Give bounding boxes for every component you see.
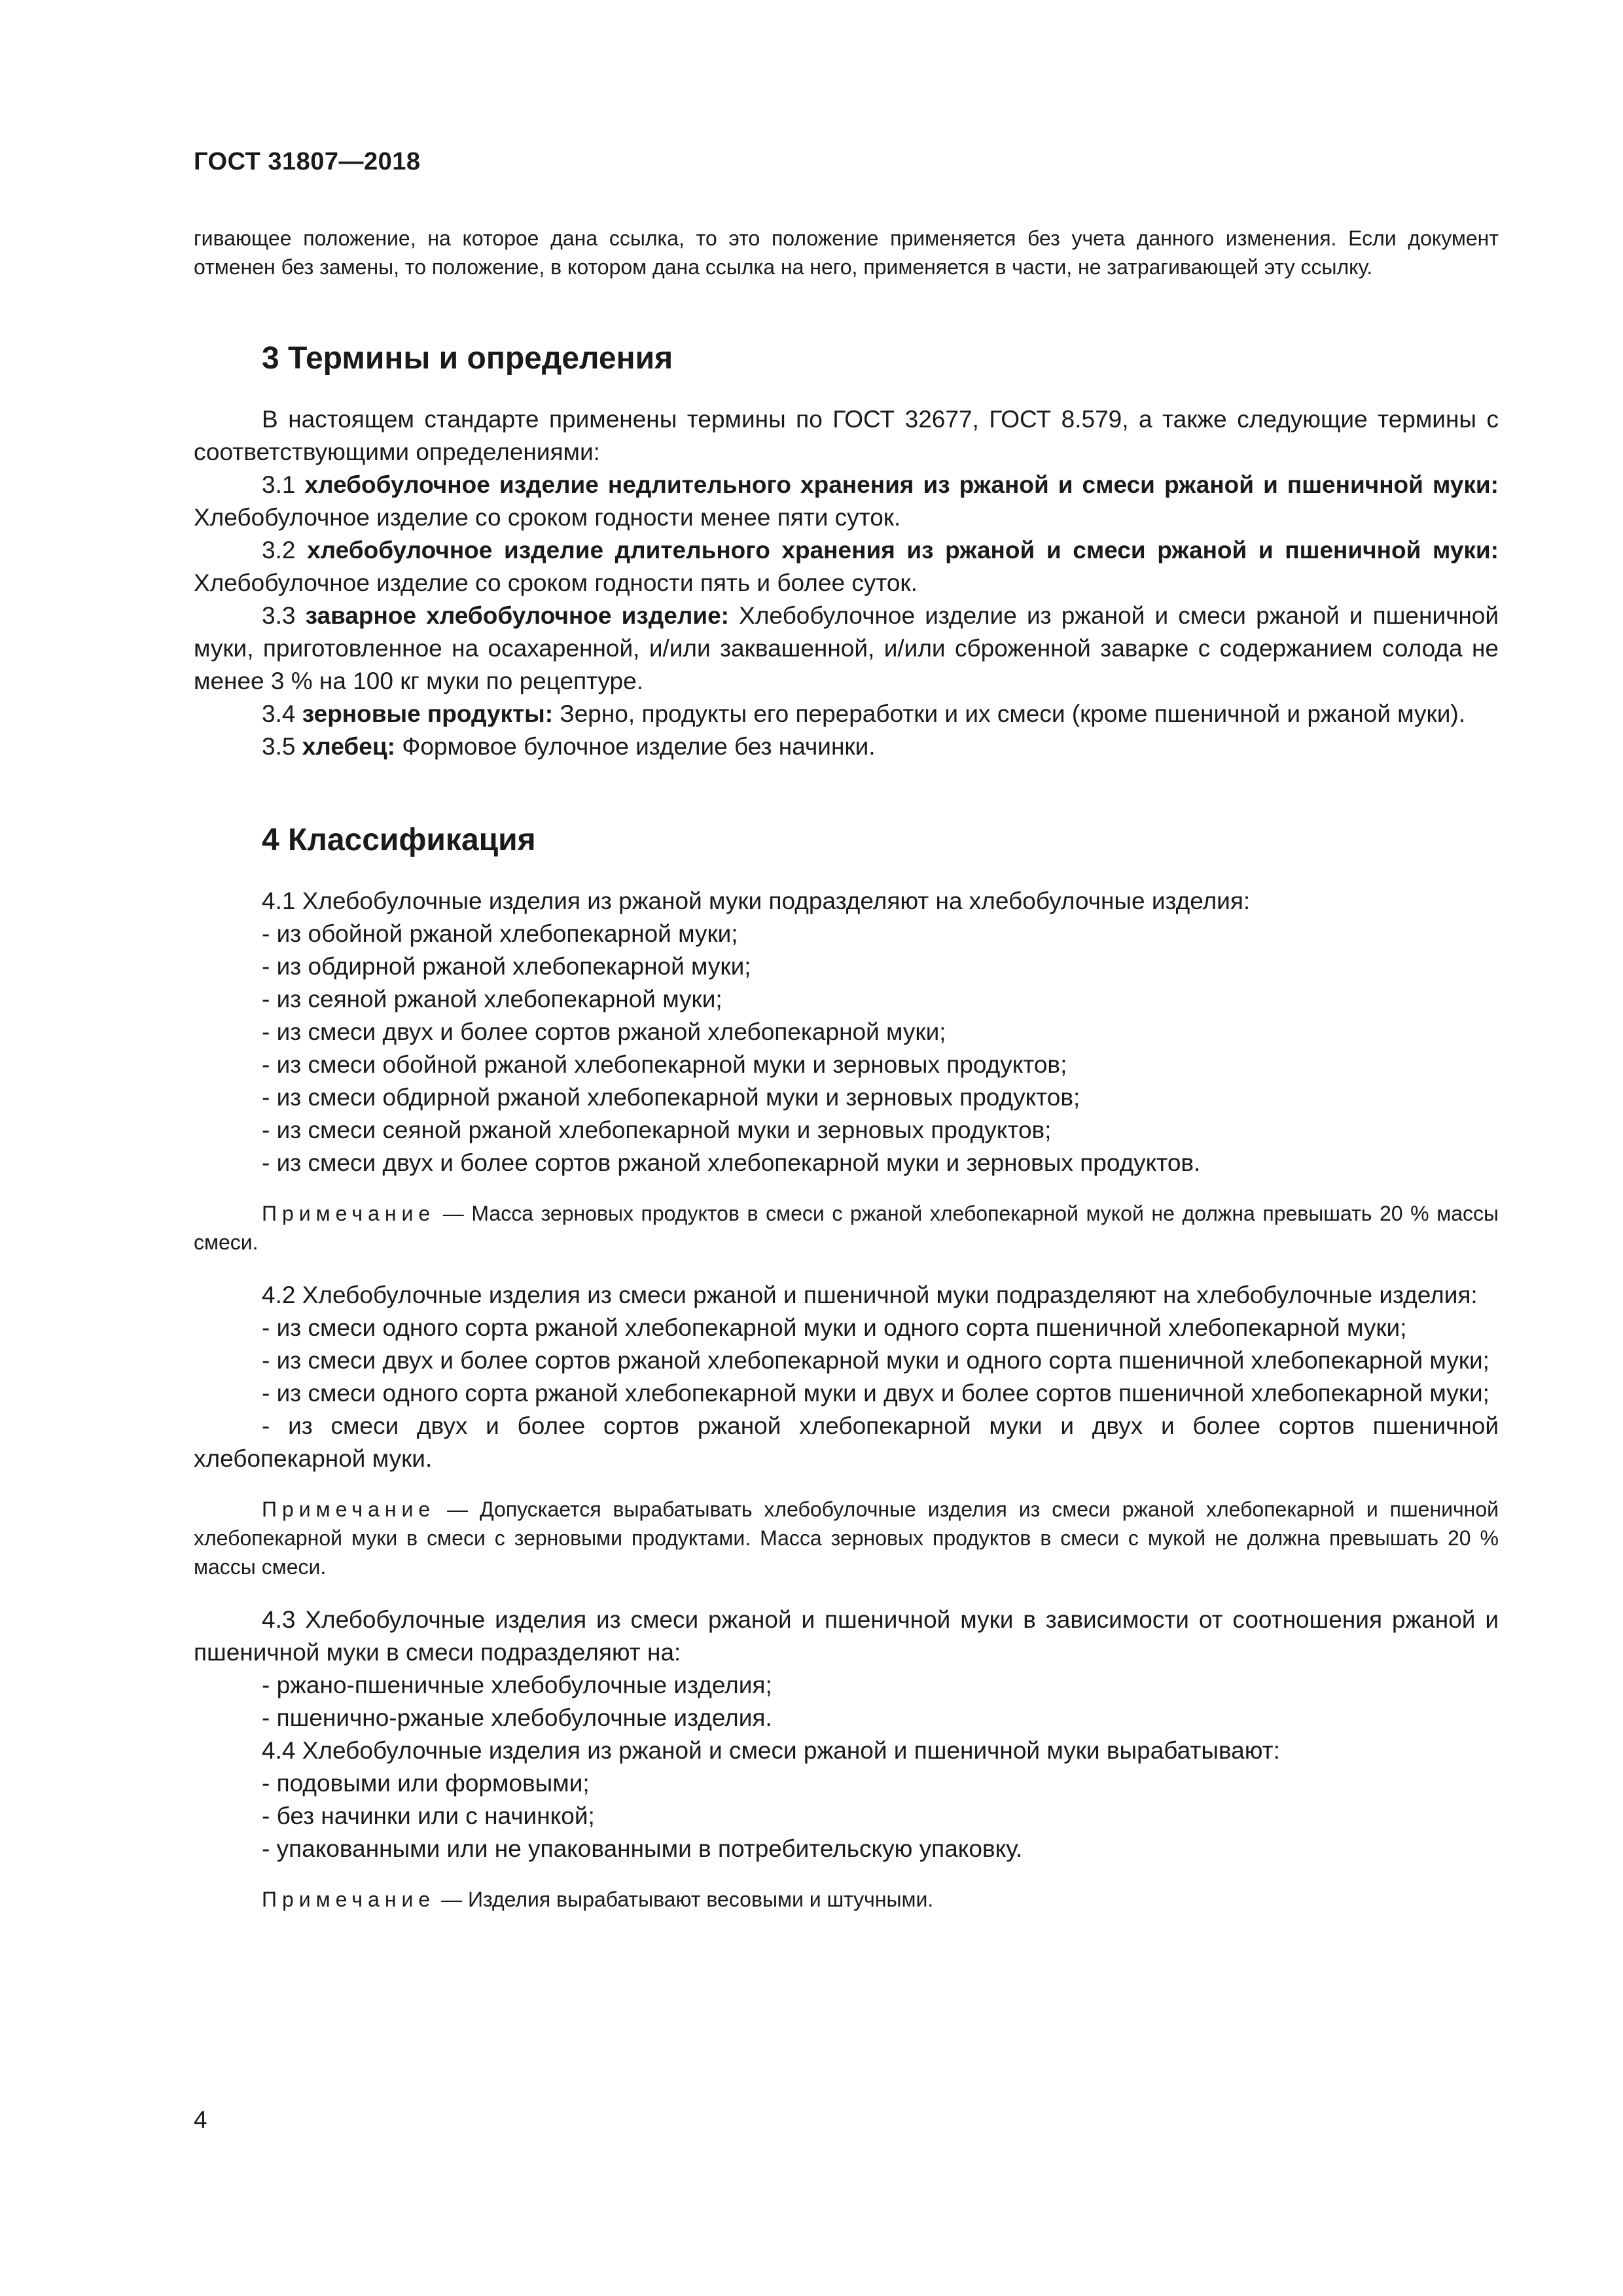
term-number: 3.1 <box>262 471 296 498</box>
list-item: - из смеси двух и более сортов ржаной хлебопекарной муки; <box>262 1018 946 1045</box>
clause-4-4: 4.4 Хлебобулочные изделия из ржаной и смеси ржаной и пшеничной муки вырабатывают: <box>262 1737 1280 1764</box>
section-3-title: 3 Термины и определения <box>262 341 673 376</box>
document-body <box>194 224 1499 1914</box>
clause-4-3: 4.3 Хлебобулочные изделия из смеси ржаной и пшеничной муки в зависимости от соотношения ржаной и пшеничной муки в смеси подразделяют на: <box>194 1606 1499 1666</box>
term-3-5 <box>194 730 1499 763</box>
clause-4-2: 4.2 Хлебобулочные изделия из смеси ржаной и пшеничной муки подразделяют на хлебобулочные изделия: <box>262 1282 1478 1308</box>
term-number: 3.5 <box>262 733 296 760</box>
term-definition: Зерно, продукты его переработки и их смеси (кроме пшеничной и ржаной муки). <box>560 700 1465 727</box>
note-text: — Изделия вырабатывают весовыми и штучными. <box>435 1888 934 1911</box>
term-name: хлебобулочное изделие недлительного хранения из ржаной и смеси ржаной и пшеничной муки: <box>304 471 1499 498</box>
note-label: Примечание <box>262 1888 436 1911</box>
list-item: - ржано-пшеничные хлебобулочные изделия; <box>262 1672 772 1698</box>
intro-paragraph: гивающее положение, на которое дана ссылка, то это положение применяется без учета данного изменения. Если документ отменен без замены, то положение, в котором дана ссылка на него, применяется в части, не затрагивающей эту ссылку. <box>194 226 1499 279</box>
term-number: 3.3 <box>262 602 296 629</box>
term-definition: Хлебобулочное изделие со сроком годности менее пяти суток. <box>194 504 901 531</box>
page-number: 4 <box>194 2106 207 2133</box>
term-name: хлебобулочное изделие длительного хранения из ржаной и смеси ржаной и пшеничной муки: <box>307 537 1499 564</box>
list-item: - упакованными или не упакованными в потребительскую упаковку. <box>262 1835 1023 1862</box>
note-4-1 <box>194 1199 1499 1257</box>
list-item: - из обдирной ржаной хлебопекарной муки; <box>262 953 751 980</box>
note-label: Примечание <box>262 1202 436 1225</box>
list-item: - из смеси обойной ржаной хлебопекарной муки и зерновых продуктов; <box>262 1051 1067 1078</box>
list-item: - из обойной ржаной хлебопекарной муки; <box>262 920 738 947</box>
term-3-2 <box>194 534 1499 600</box>
section-3-intro: В настоящем стандарте применены термины по ГОСТ 32677, ГОСТ 8.579, а также следующие термины с соответствующими определениями: <box>194 406 1499 465</box>
list-item: - без начинки или с начинкой; <box>262 1803 595 1829</box>
list-item: - из смеси одного сорта ржаной хлебопекарной муки и одного сорта пшеничной хлебопекарной муки; <box>262 1314 1407 1341</box>
clause-4-1: 4.1 Хлебобулочные изделия из ржаной муки подразделяют на хлебобулочные изделия: <box>262 888 1251 914</box>
term-name: заварное хлебобулочное изделие: <box>305 602 729 629</box>
list-item: - подовыми или формовыми; <box>262 1770 590 1797</box>
list-item: - из сеяной ржаной хлебопекарной муки; <box>262 986 722 1013</box>
list-item: - из смеси двух и более сортов ржаной хлебопекарной муки и двух и более сортов пшеничной хлебопекарной муки. <box>194 1412 1499 1472</box>
list-item: - из смеси обдирной ржаной хлебопекарной муки и зерновых продуктов; <box>262 1084 1080 1111</box>
note-4-2 <box>194 1495 1499 1581</box>
list-item: - пшенично-ржаные хлебобулочные изделия. <box>262 1704 772 1731</box>
term-definition: Формовое булочное изделие без начинки. <box>402 733 876 760</box>
list-item: - из смеси одного сорта ржаной хлебопекарной муки и двух и более сортов пшеничной хлебопекарной муки; <box>262 1380 1489 1407</box>
list-item: - из смеси двух и более сортов ржаной хлебопекарной муки и одного сорта пшеничной хлебопекарной муки; <box>262 1347 1489 1374</box>
term-3-3 <box>194 600 1499 698</box>
list-item: - из смеси сеяной ржаной хлебопекарной муки и зерновых продуктов; <box>262 1117 1052 1143</box>
document-header: ГОСТ 31807—2018 <box>194 148 421 175</box>
term-3-1 <box>194 469 1499 534</box>
note-label: Примечание <box>262 1498 436 1521</box>
term-definition: Хлебобулочное изделие со сроком годности пять и более суток. <box>194 569 918 596</box>
note-text: — Масса зерновых продуктов в смеси с ржаной хлебопекарной мукой не должна превышать 20 % массы смеси. <box>194 1202 1499 1254</box>
term-number: 3.2 <box>262 537 296 564</box>
term-name: зерновые продукты: <box>302 700 554 727</box>
term-3-4 <box>194 698 1499 730</box>
list-item: - из смеси двух и более сортов ржаной хлебопекарной муки и зерновых продуктов. <box>262 1149 1201 1176</box>
term-number: 3.4 <box>262 700 296 727</box>
term-definition: Хлебобулочное изделие из ржаной и смеси ржаной и пшеничной муки, приготовленное на осахаренной, и/или заквашенной, и/или сброженной заварке с содержанием солода не менее 3 % на 100 кг муки по рецептуре. <box>194 602 1499 694</box>
note-4-4 <box>194 1885 1499 1914</box>
note-text: — Допускается вырабатывать хлебобулочные изделия из смеси ржаной хлебопекарной и пшеничной хлебопекарной муки в смеси с зерновыми продуктами. Масса зерновых продуктов в смеси с мукой не должна превышать 20 % массы смеси. <box>194 1498 1499 1579</box>
section-4-title: 4 Классификация <box>262 823 536 857</box>
term-name: хлебец: <box>302 733 395 760</box>
